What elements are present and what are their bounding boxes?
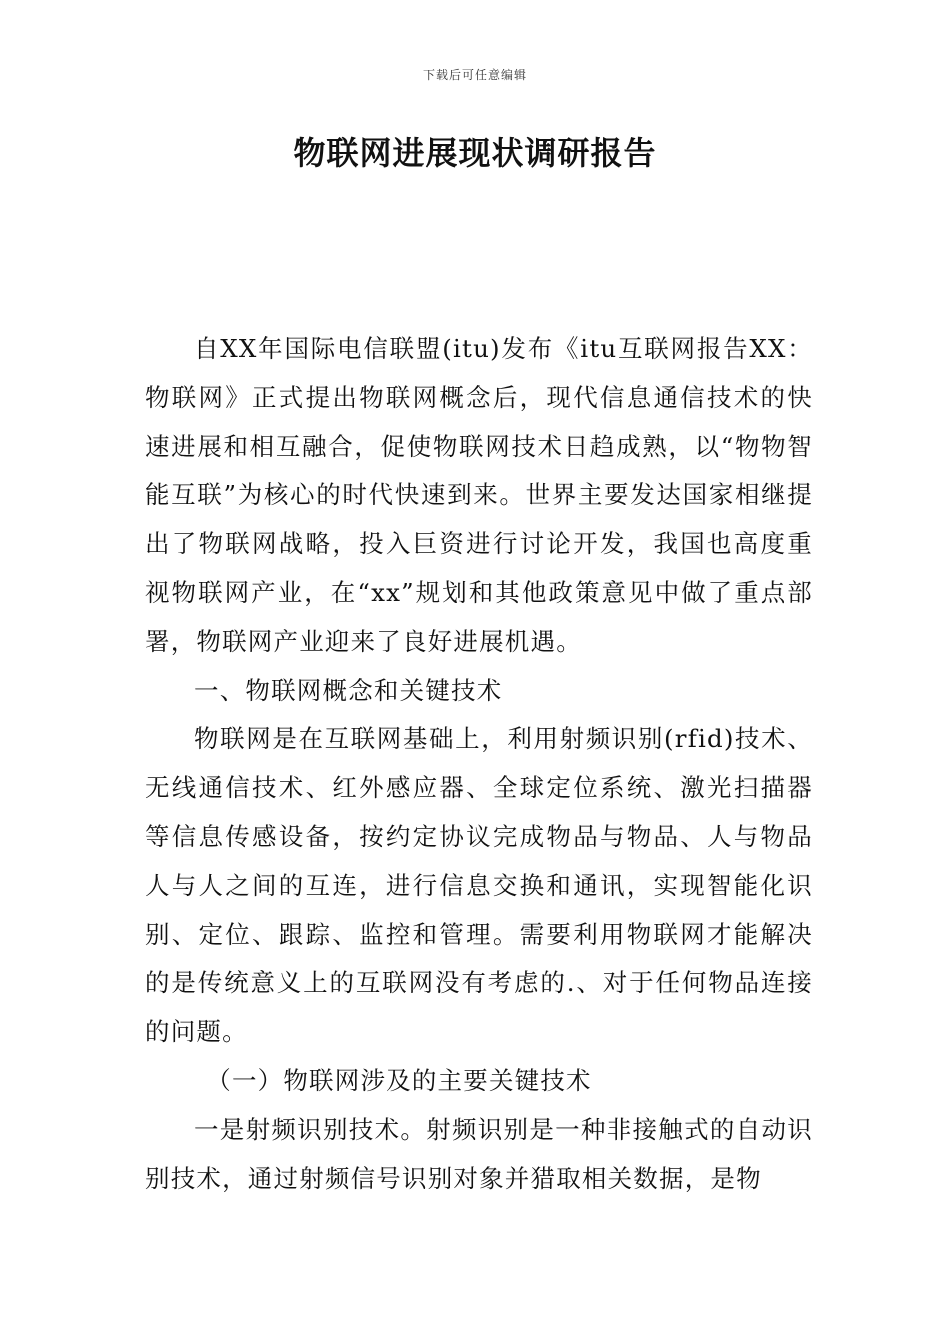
subsection-heading-1: （一）物联网涉及的主要关键技术 <box>206 1065 592 1095</box>
section-heading-1: 一、物联网概念和关键技术 <box>194 675 503 705</box>
document-title: 物联网进展现状调研报告 <box>293 134 657 172</box>
document-body <box>145 325 813 1203</box>
intro-paragraph: 自XX年国际电信联盟(itu)发布《itu互联网报告XX：物联网》正式提出物联网概念后，现代信息通信技术的快速进展和相互融合，促使物联网技术日趋成熟，以“物物智能互联”为核心的时代快速到来。世界主要发达国家相继提出了物联网战略，投入巨资进行讨论开发，我国也高度重视物联网产业，在“xx”规划和其他政策意见中做了重点部署，物联网产业迎来了良好进展机遇。 <box>145 334 813 656</box>
header-note: 下载后可任意编辑 <box>422 68 527 82</box>
rfid-paragraph: 一是射频识别技术。射频识别是一种非接触式的自动识别技术，通过射频信号识别对象并猎取相关数据，是物 <box>145 1114 813 1193</box>
definition-paragraph: 物联网是在互联网基础上，利用射频识别(rfid)技术、无线通信技术、红外感应器、全球定位系统、激光扫描器等信息传感设备，按约定协议完成物品与物品、人与物品人与人之间的互连，进行信息交换和通讯，实现智能化识别、定位、跟踪、监控和管理。需要利用物联网才能解决的是传统意义上的互联网没有考虑的.、对于任何物品连接的问题。 <box>145 724 813 1047</box>
